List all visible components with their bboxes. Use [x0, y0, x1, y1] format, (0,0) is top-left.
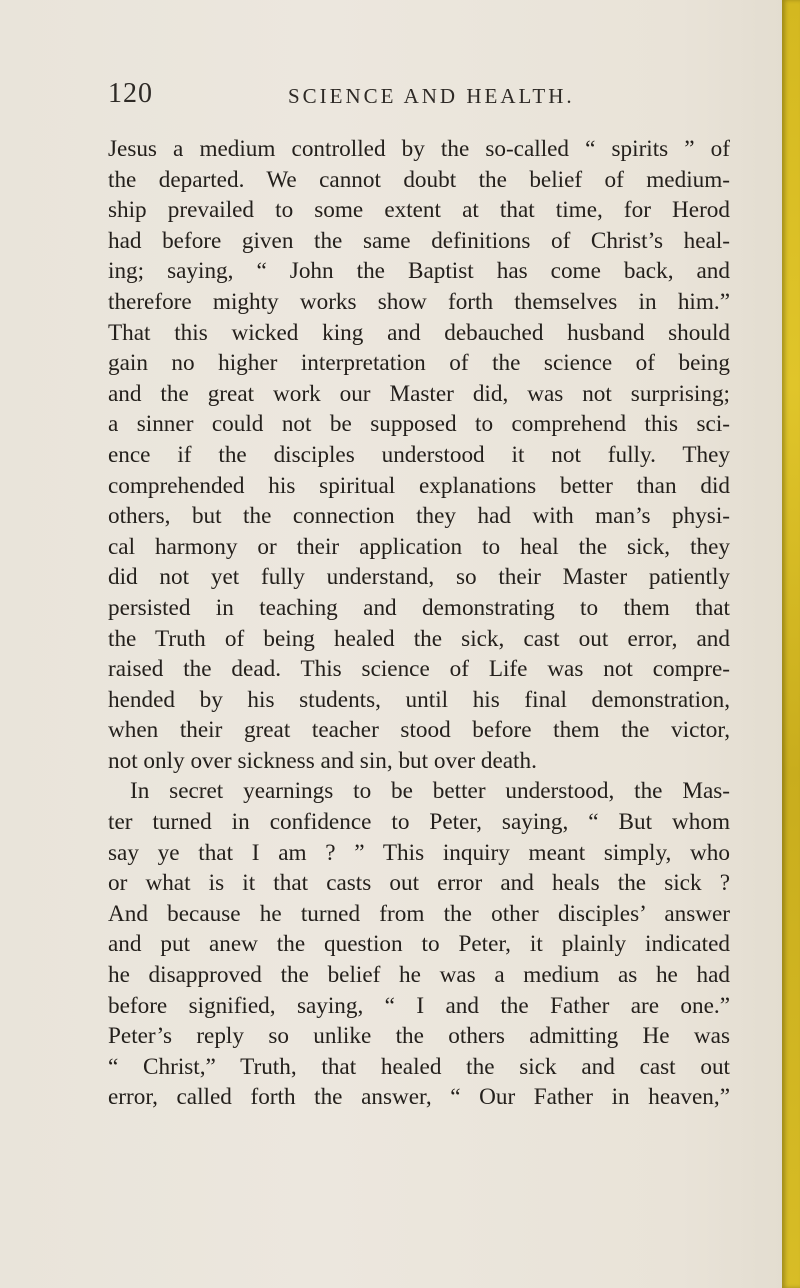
page-number: 120: [108, 78, 153, 109]
text-line: the departed. We cannot doubt the belief of medium-: [108, 166, 730, 193]
text-line: say ye that I am ? ” This inquiry meant simply, who: [108, 839, 730, 866]
text-line: “ Christ,” Truth, that healed the sick and cast out: [108, 1053, 730, 1080]
text-line: therefore mighty works show forth themselves in him.”: [108, 288, 730, 315]
text-line: did not yet fully understand, so their Master patiently: [108, 564, 730, 591]
text-line: error, called forth the answer, “ Our Father in heaven,”: [108, 1084, 730, 1111]
text-line: others, but the connection they had with man’s physi-: [108, 503, 730, 530]
text-line: In secret yearnings to be better understood, the Mas-: [130, 778, 730, 805]
page-binding-edge: [782, 0, 800, 1288]
text-line: or what is it that casts out error and heals the sick ?: [108, 870, 730, 897]
text-line: and put anew the question to Peter, it plainly indicated: [108, 931, 730, 958]
text-line: comprehended his spiritual explanations better than did: [108, 472, 730, 499]
text-line: before signified, saying, “ I and the Father are one.”: [108, 992, 730, 1019]
text-line: ing; saying, “ John the Baptist has come back, and: [108, 258, 730, 285]
text-line: gain no higher interpretation of the science of being: [108, 350, 730, 377]
text-line: had before given the same definitions of Christ’s heal-: [108, 227, 730, 254]
text-line: he disapproved the belief he was a medium as he had: [108, 962, 730, 989]
text-line: That this wicked king and debauched husband should: [108, 319, 730, 346]
page-header: [108, 78, 728, 118]
text-line: a sinner could not be supposed to comprehend this sci-: [108, 411, 730, 438]
body-text: [108, 134, 730, 1113]
text-line: raised the dead. This science of Life was not compre-: [108, 656, 730, 683]
text-line: ence if the disciples understood it not fully. They: [108, 441, 730, 468]
text-line: persisted in teaching and demonstrating to them that: [108, 594, 730, 621]
text-line: not only over sickness and sin, but over death.: [108, 747, 537, 774]
text-line: Jesus a medium controlled by the so-called “ spirits ” of: [108, 136, 730, 162]
text-line: ship prevailed to some extent at that time, for Herod: [108, 197, 730, 224]
text-line: ter turned in confidence to Peter, saying, “ But whom: [108, 809, 730, 836]
text-line: cal harmony or their application to heal the sick, they: [108, 533, 730, 560]
running-head: SCIENCE AND HEALTH.: [288, 84, 575, 108]
text-line: hended by his students, until his final demonstration,: [108, 686, 730, 713]
text-line: the Truth of being healed the sick, cast out error, and: [108, 625, 730, 652]
text-line: And because he turned from the other disciples’ answer: [108, 900, 730, 927]
text-line: when their great teacher stood before them the victor,: [108, 717, 730, 744]
text-line: Peter’s reply so unlike the others admitting He was: [108, 1023, 730, 1050]
text-line: and the great work our Master did, was not surprising;: [108, 380, 730, 407]
